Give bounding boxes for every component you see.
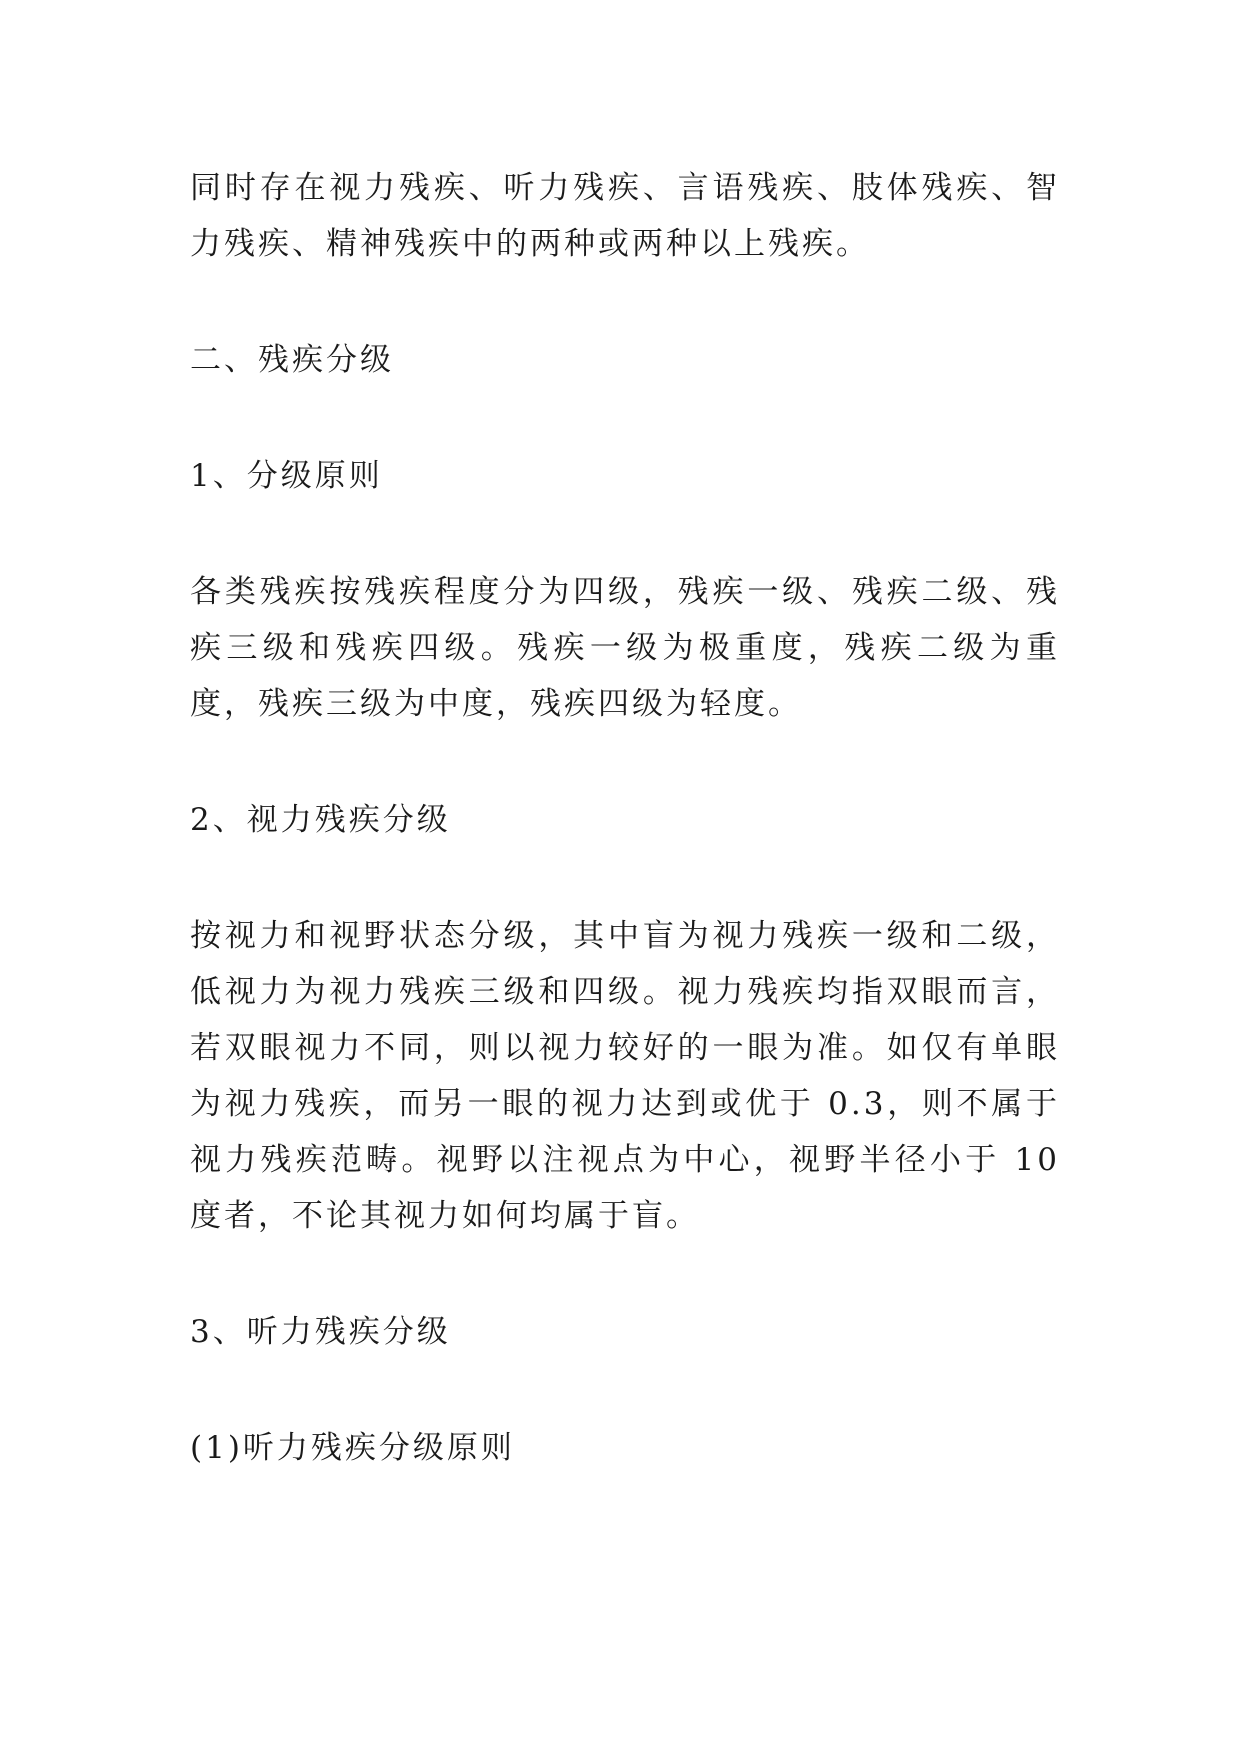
paragraph-spacer — [190, 272, 1060, 332]
paragraph-spacer — [190, 848, 1060, 908]
paragraph-visual-grading: 按视力和视野状态分级，其中盲为视力残疾一级和二级，低视力为视力残疾三级和四级。视力残疾均指双眼而言，若双眼视力不同，则以视力较好的一眼为准。如仅有单眼为视力残疾，而另一眼的视力达到或优于 0.3，则不属于视力残疾范畴。视野以注视点为中心，视野半径小于 10 度者，不论其视力如何均属于盲。 — [190, 918, 1060, 1234]
paragraph-spacer — [190, 504, 1060, 564]
document-body — [190, 160, 1060, 1476]
subheading-hearing-principle: (1)听力残疾分级原则 — [190, 1430, 515, 1466]
subheading-grading-principle: 1、分级原则 — [190, 458, 383, 494]
paragraph-multiple-disability: 同时存在视力残疾、听力残疾、言语残疾、肢体残疾、智力残疾、精神残疾中的两种或两种以上残疾。 — [190, 170, 1060, 262]
paragraph-grading-principle: 各类残疾按残疾程度分为四级，残疾一级、残疾二级、残疾三级和残疾四级。残疾一级为极重度，残疾二级为重度，残疾三级为中度，残疾四级为轻度。 — [190, 574, 1060, 722]
paragraph-spacer — [190, 1244, 1060, 1304]
section-heading-disability-grading: 二、残疾分级 — [190, 342, 394, 378]
subheading-visual-grading: 2、视力残疾分级 — [190, 802, 451, 838]
paragraph-spacer — [190, 388, 1060, 448]
paragraph-spacer — [190, 732, 1060, 792]
paragraph-spacer — [190, 1360, 1060, 1420]
subheading-hearing-grading: 3、听力残疾分级 — [190, 1314, 451, 1350]
